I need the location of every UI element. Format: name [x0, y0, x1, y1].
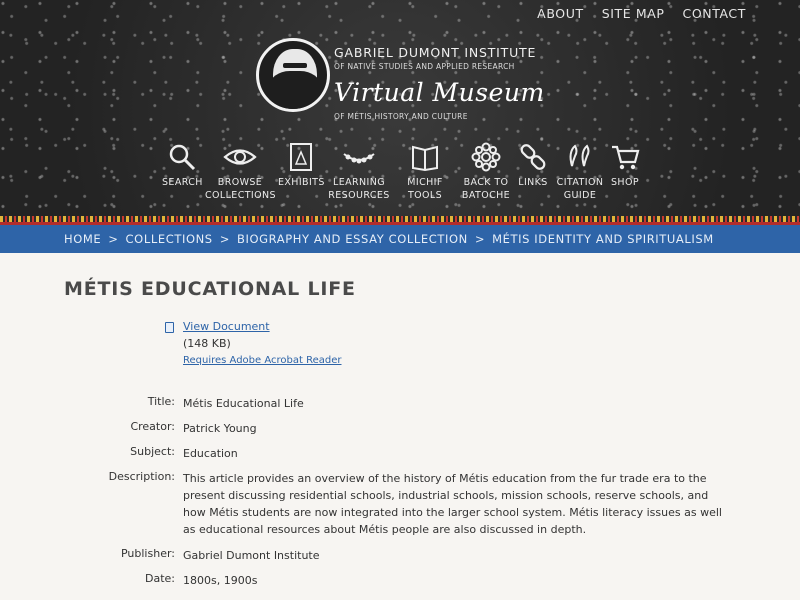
about-link[interactable]: ABOUT	[537, 6, 584, 21]
quote-icon	[565, 142, 595, 172]
nav-citation-guide[interactable]: CITATION GUIDE	[556, 142, 604, 202]
nav-learning-resources[interactable]: LEARNING RESOURCES	[328, 142, 390, 202]
nav-search[interactable]: SEARCH	[162, 142, 202, 189]
breadcrumb: HOME > COLLECTIONS > BIOGRAPHY AND ESSAY COLLECTION > MÉTIS IDENTITY AND SPIRITUALISM	[0, 225, 800, 253]
subject-value: Education	[183, 447, 238, 460]
nav-exhibits[interactable]: EXHIBITS	[278, 142, 324, 189]
nav-shop[interactable]: SHOP	[607, 142, 643, 189]
site-map-link[interactable]: SITE MAP	[601, 6, 665, 21]
nav-browse-collections[interactable]: BROWSE COLLECTIONS	[205, 142, 275, 202]
description-value: This article provides an overview of the history of Métis education from the fur trade era to the present discussing residential schools, industrial schools, mission schools, reserve schools, and how Métis students are now integrated into the larger school system. Métis literacy issues as well as educational resources about Métis people are also discussed in depth.	[183, 472, 722, 536]
contact-link[interactable]: CONTACT	[682, 6, 746, 21]
institute-logo[interactable]	[256, 38, 330, 112]
nav-michif-tools[interactable]: MICHIF TOOLS	[402, 142, 448, 202]
virtual-museum-title[interactable]: Virtual Museum	[334, 78, 545, 107]
eye-icon	[223, 142, 257, 172]
beads-icon	[341, 142, 377, 172]
flower-icon	[471, 142, 501, 172]
link-icon	[518, 142, 548, 172]
search-icon	[167, 142, 197, 172]
nav-back-to-batoche[interactable]: BACK TO BATOCHE	[460, 142, 512, 202]
document-icon[interactable]	[165, 322, 174, 333]
site-header	[0, 0, 800, 216]
breadcrumb-home[interactable]: HOME	[64, 232, 102, 246]
nav-links[interactable]: LINKS	[515, 142, 551, 189]
page-title: MÉTIS EDUCATIONAL LIFE	[64, 278, 356, 300]
breadcrumb-current[interactable]: MÉTIS IDENTITY AND SPIRITUALISM	[492, 232, 714, 246]
institute-subtitle: OF NATIVE STUDIES AND APPLIED RESEARCH	[334, 62, 515, 71]
title-value: Métis Educational Life	[183, 397, 304, 410]
virtual-museum-subtitle: OF MÉTIS HISTORY AND CULTURE	[334, 112, 468, 121]
document-size: (148 KB)	[183, 337, 231, 350]
frame-icon	[286, 142, 316, 172]
publisher-value: Gabriel Dumont Institute	[183, 549, 320, 562]
date-value: 1800s, 1900s	[183, 574, 258, 587]
main-nav	[0, 142, 800, 212]
institute-name: GABRIEL DUMONT INSTITUTE	[334, 45, 537, 60]
breadcrumb-collections[interactable]: COLLECTIONS	[125, 232, 213, 246]
book-icon	[410, 142, 440, 172]
creator-value: Patrick Young	[183, 422, 257, 435]
view-document-link[interactable]: View Document	[183, 320, 270, 333]
breadcrumb-bio-collection[interactable]: BIOGRAPHY AND ESSAY COLLECTION	[236, 232, 468, 246]
cart-icon	[610, 142, 640, 172]
top-nav	[537, 6, 746, 21]
acrobat-reader-link[interactable]: Requires Adobe Acrobat Reader	[183, 355, 342, 366]
